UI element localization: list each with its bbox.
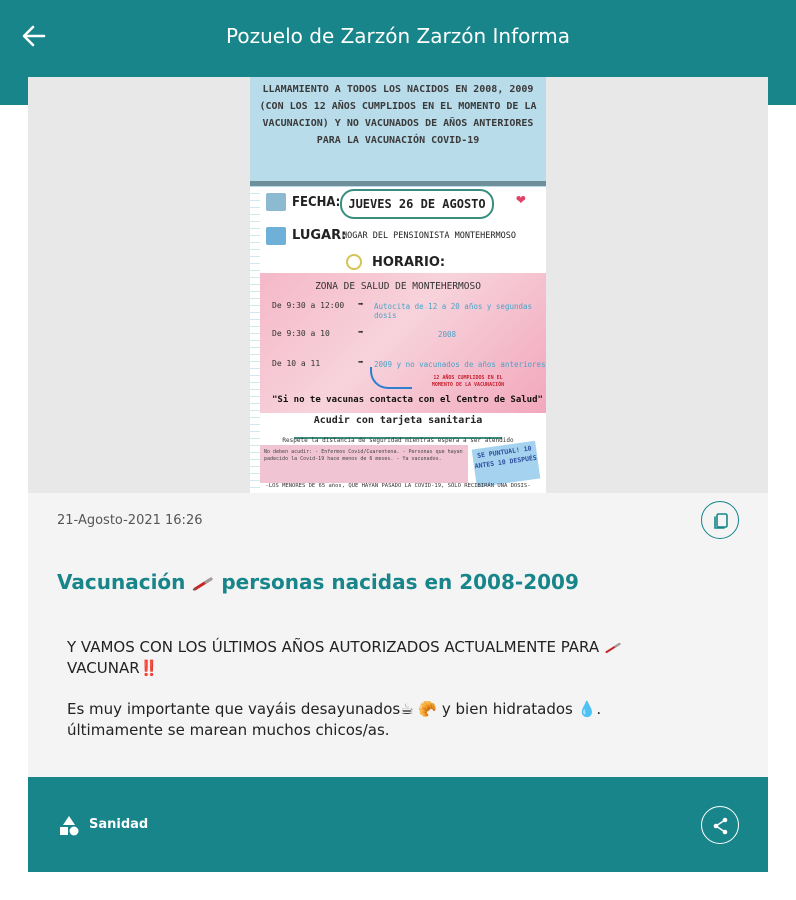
poster-zona: ZONA DE SALUD DE MONTEHERMOSO <box>315 281 481 292</box>
article-paragraph-text: Y VAMOS CON LOS ÚLTIMOS AÑOS AUTORIZADOS ACTUALMENTE PARA <box>67 638 600 656</box>
share-icon <box>711 816 731 836</box>
right-arrow-icon: ➡ <box>358 328 364 338</box>
poster-lugar-value: HOGAR DEL PENSIONISTA MONTEHERMOSO <box>342 231 516 241</box>
hero-image[interactable] <box>28 77 768 493</box>
poster-punctual-tag: SE PUNTUAL! 10 ANTES 10 DESPUÉS <box>472 441 541 488</box>
article-title <box>57 570 579 594</box>
article-card <box>28 77 768 872</box>
droplet-emoji: 💧 <box>577 700 597 718</box>
article-paragraph-text: y bien hidratados <box>437 700 578 718</box>
poster-schedule-time: De 9:30 a 12:00 <box>272 301 345 310</box>
poster-schedule-time: De 9:30 a 10 <box>272 329 330 338</box>
poster-fecha-label: FECHA: <box>292 195 341 210</box>
share-button[interactable] <box>701 806 739 844</box>
coffee-croissant-emoji: ☕ 🥐 <box>400 700 438 718</box>
page-title: Pozuelo de Zarzón Zarzón Informa <box>226 24 570 48</box>
poster-acudir: Acudir con tarjeta sanitaria <box>313 415 483 426</box>
poster-fecha-value: JUEVES 26 DE AGOSTO <box>340 189 494 219</box>
heart-logo-icon: ❤ <box>516 189 526 208</box>
right-arrow-icon: ➡ <box>358 300 364 310</box>
article-title-end: personas nacidas en 2008-2009 <box>221 570 579 594</box>
poster-notebook-lines <box>250 187 260 493</box>
copy-icon <box>711 511 731 531</box>
copy-button[interactable] <box>701 501 739 539</box>
right-arrow-icon: ➡ <box>358 358 364 368</box>
poster-warning: "Si no te vacunas contacta con el Centro de Salud" <box>272 395 543 405</box>
article-paragraph-text: . últimamente se marean muchos chicos/as. <box>67 700 602 739</box>
article-paragraph <box>67 699 687 741</box>
article-footer <box>28 777 768 872</box>
poster-schedule-time: De 10 a 11 <box>272 359 321 368</box>
poster-divider <box>250 181 546 186</box>
syringe-icon <box>604 642 622 654</box>
poster-header-text: LLAMAMIENTO A TODOS LOS NACIDOS EN 2008, 2009 (CON LOS 12 AÑOS CUMPLIDOS EN EL MOMENTO DE LA VACUNACION) Y NO VACUNADOS DE AÑOS ANTERIORES PARA LA VACUNACIÓN COVID-19 <box>259 84 537 146</box>
calendar-icon <box>266 193 286 211</box>
poster-schedule-panel <box>260 273 546 413</box>
poster-schedule-desc: 2008 <box>438 330 457 339</box>
double-exclamation-icon: ‼️ <box>139 659 159 677</box>
article-paragraph <box>67 637 687 679</box>
poster-footline: -LOS MENORES DE 65 años, QUE HAYAN PASADO LA COVID-19, SÓLO RECIBIRÁN UNA DOSIS- <box>265 483 531 489</box>
poster-notes: No deben acudir: - Enfermos Covid/Cuarentena. - Personas que hayan padecido la Covid-19 hace menos de 6 meses. - Ya vacunados. <box>264 449 463 462</box>
poster-respete: Respete la distancia de seguridad mientras espera a ser atendido <box>282 437 514 444</box>
vaccination-poster <box>250 77 546 493</box>
poster-note: 12 AÑOS CUMPLIDOS EN EL MOMENTO DE LA VACUNACIÓN <box>431 375 505 388</box>
syringe-icon <box>192 577 214 591</box>
article-body <box>67 637 687 761</box>
poster-lugar-label: LUGAR: <box>292 228 347 243</box>
article-paragraph-text: VACUNAR <box>67 659 140 677</box>
shapes-icon <box>58 815 80 837</box>
category-label[interactable]: Sanidad <box>89 817 149 832</box>
alarm-clock-icon <box>346 254 362 270</box>
map-pin-icon <box>266 227 286 245</box>
article-paragraph-text: Es muy importante que vayáis desayunados <box>67 700 401 718</box>
article-date: 21-Agosto-2021 16:26 <box>57 513 203 528</box>
poster-schedule-desc: 2009 y no vacunados de años anteriores <box>374 360 546 369</box>
poster-horario-label: HORARIO: <box>372 255 446 270</box>
article-title-start: Vacunación <box>57 570 186 594</box>
poster-schedule-desc: Autocita de 12 a 20 años y segundas dosis <box>374 302 533 320</box>
